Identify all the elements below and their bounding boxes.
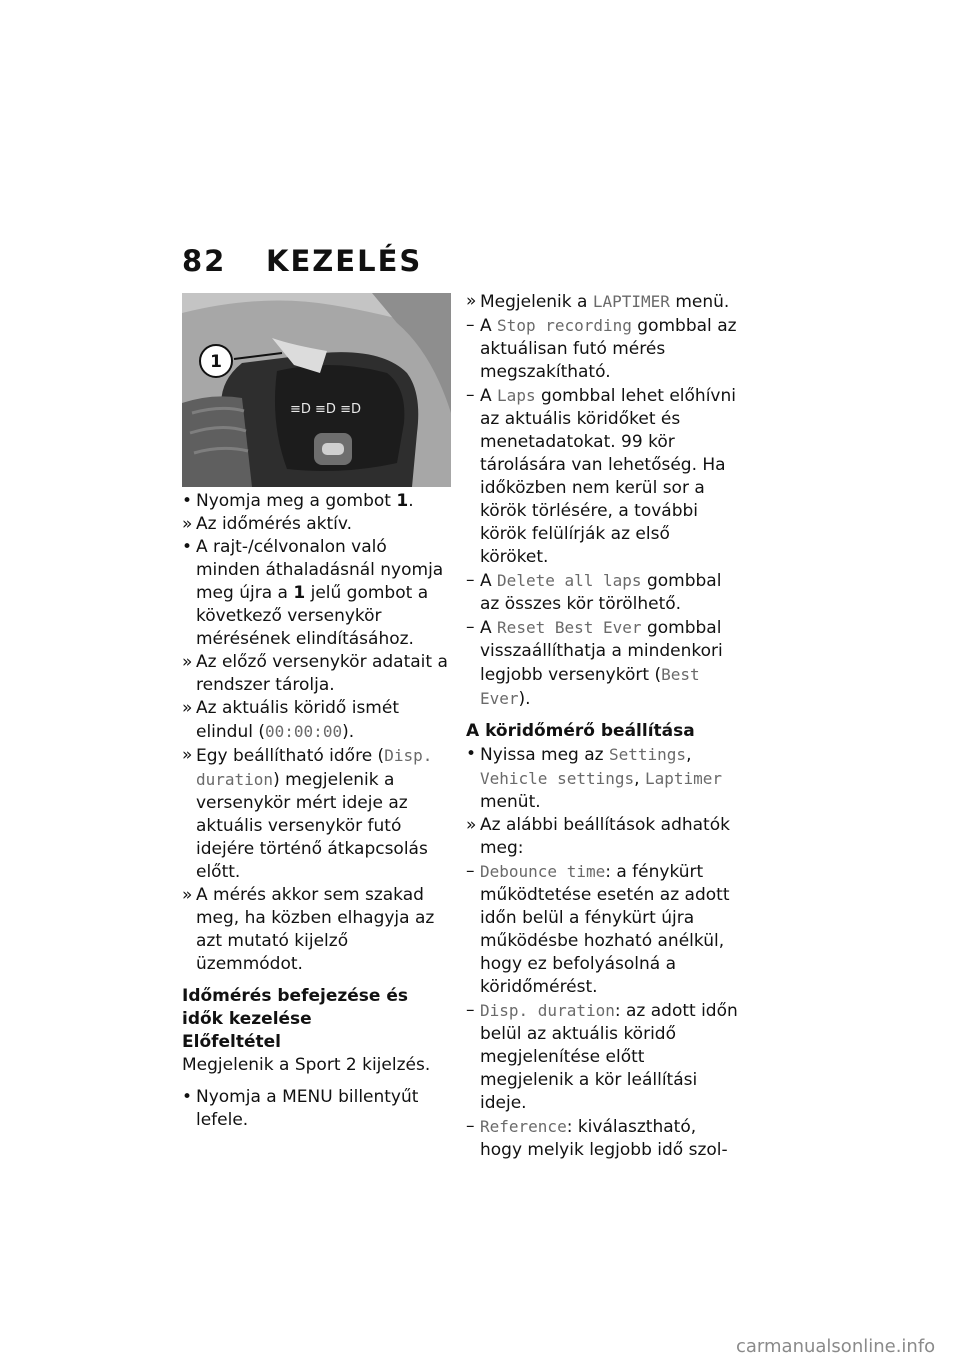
list-item: » Egy beállítható időre (Disp. duration) megjelenik a versenykör mért ideje az aktuális versenykör futó idejére történő átkapcsolás előtt. xyxy=(182,745,433,882)
list-item: • Nyomja a MENU billentyűt lefele. xyxy=(182,1087,419,1130)
subheading: Előfeltétel xyxy=(182,1032,282,1052)
section-heading: A köridőmérő beállítása xyxy=(466,721,695,741)
right-column xyxy=(466,290,742,1162)
list-item: – Disp. duration: az adott időn belül az aktuális köridő megjelenítése előtt megjelenik a kör leállítási ideje. xyxy=(466,1000,738,1113)
list-item: » Az időmérés aktív. xyxy=(182,514,353,534)
list-item: » Az előző versenykör adatait a rendszer tárolja. xyxy=(182,652,448,695)
list-item: – Reference: kiválasztható, hogy melyik legjobb idő szol- xyxy=(466,1116,728,1160)
handlebar-switch-photo xyxy=(182,293,451,487)
svg-text:≡D ≡D ≡D: ≡D ≡D ≡D xyxy=(290,402,361,417)
list-item: • Nyomja meg a gombot 1. xyxy=(182,491,414,511)
list-item: – A Delete all laps gombbal az összes kör törölhető. xyxy=(466,570,722,614)
section-heading: Időmérés befejezése és idők kezelése xyxy=(182,986,408,1029)
list-item: – Debounce time: a fénykürt működtetése esetén az adott időn belül a fénykürt újra működésbe hozható anélkül, hogy ez befolyásolná a köridőmérést. xyxy=(466,861,730,997)
watermark: carmanualsonline.info xyxy=(736,1336,936,1357)
list-item: » Az aktuális köridő ismét elindul (00:00:00). xyxy=(182,698,399,742)
list-item: • A rajt-/célvonalon való minden áthaladásnál nyomja meg újra a 1 jelű gombot a következő versenykör mérésének elindításához. xyxy=(182,537,444,649)
list-item: » A mérés akkor sem szakad meg, ha közben elhagyja az azt mutató kijelző üzemmódot. xyxy=(182,885,435,974)
callout-label: 1 xyxy=(210,352,222,372)
page-header xyxy=(182,244,422,278)
chapter-title: KEZELÉS xyxy=(266,244,423,278)
list-item: » Megjelenik a LAPTIMER menü. xyxy=(466,291,730,312)
page-number: 82 xyxy=(182,244,227,278)
list-item: – A Laps gombbal lehet előhívni az aktuális köridőket és menetadatokat. 99 kör tárolására van lehetőség. Ha időközben nem kerül sor a körök törlésére, a további körök felülírják az első köröket. xyxy=(466,385,736,567)
list-item: » Az alábbi beállítások adhatók meg: xyxy=(466,815,730,858)
paragraph: Megjelenik a Sport 2 kijelzés. xyxy=(182,1055,431,1075)
left-column xyxy=(182,490,450,1132)
list-item: – A Stop recording gombbal az aktuálisan futó mérés megszakítható. xyxy=(466,315,737,382)
list-item: – A Reset Best Ever gombbal visszaállíthatja a mindenkori legjobb versenykört (Best Ever). xyxy=(466,617,723,709)
list-item: • Nyissa meg az Settings, Vehicle settings, Laptimer menüt. xyxy=(466,744,722,812)
